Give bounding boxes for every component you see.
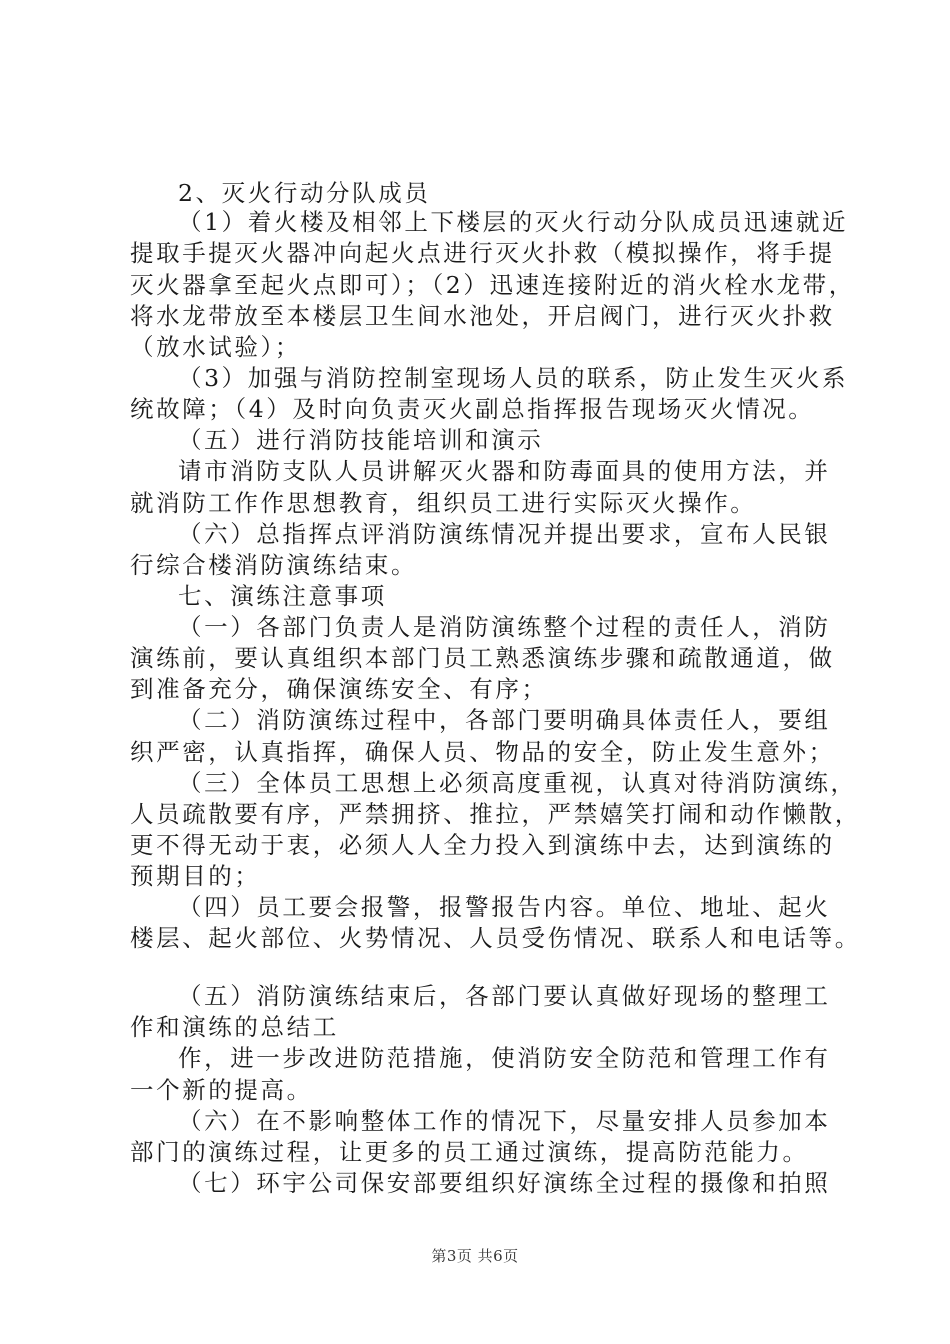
body-text-line: 行综合楼消防演练结束。 (130, 551, 418, 579)
body-text-line: 人员疏散要有序，严禁拥挤、推拉，严禁嬉笑打闹和动作懒散， (130, 800, 861, 828)
body-text-line: （五）消防演练结束后，各部门要认真做好现场的整理工 (178, 982, 831, 1010)
body-text-line: （四）员工要会报警，报警报告内容。单位、地址、起火 (178, 893, 831, 921)
body-text-line: 请市消防支队人员讲解灭火器和防毒面具的使用方法，并 (178, 457, 831, 485)
body-text-line: 作，进一步改进防范措施，使消防安全防范和管理工作有 (178, 1044, 831, 1072)
body-text-line: （3）加强与消防控制室现场人员的联系，防止发生灭火系 (178, 364, 849, 392)
body-text-line: 演练前，要认真组织本部门员工熟悉演练步骤和疏散通道，做 (130, 644, 835, 672)
body-text-line: （二）消防演练过程中，各部门要明确具体责任人，要组 (178, 706, 831, 734)
body-text-line: 织严密，认真指挥，确保人员、物品的安全，防止发生意外； (130, 738, 835, 766)
body-text-line: 提取手提灭火器冲向起火点进行灭火扑救（模拟操作，将手提 (130, 239, 835, 267)
body-text-line: 部门的演练过程，让更多的员工通过演练，提高防范能力。 (130, 1138, 809, 1166)
body-text-line: （一）各部门负责人是消防演练整个过程的责任人，消防 (178, 613, 831, 641)
body-text-line: 灭火器拿至起火点即可）；（2）迅速连接附近的消火栓水龙带， (130, 271, 855, 299)
body-text-line: （五）进行消防技能培训和演示 (178, 426, 544, 454)
body-text-line: 2、灭火行动分队成员 (178, 179, 431, 207)
body-text-line: 就消防工作作思想教育，组织员工进行实际灭火操作。 (130, 489, 757, 517)
body-text-line: （放水试验）； (130, 333, 301, 361)
section-heading: 七、演练注意事项 (178, 582, 387, 610)
body-text-line: 预期目的； (130, 862, 261, 890)
body-text-line: （三）全体员工思想上必须高度重视，认真对待消防演练， (178, 769, 857, 797)
body-text-line: 统故障；（4）及时向负责灭火副总指挥报告现场灭火情况。 (130, 395, 815, 423)
body-text-line: 作和演练的总结工 (130, 1013, 339, 1041)
body-text-line: 到准备充分，确保演练安全、有序； (130, 675, 548, 703)
body-text-line: 将水龙带放至本楼层卫生间水池处，开启阀门，进行灭火扑救 (130, 302, 835, 330)
body-text-line: 楼层、起火部位、火势情况、人员受伤情况、联系人和电话等。 (130, 924, 861, 952)
body-text-line: （六）总指挥点评消防演练情况并提出要求，宣布人民银 (178, 520, 831, 548)
body-text-line: 一个新的提高。 (130, 1076, 313, 1104)
body-text-line: （1）着火楼及相邻上下楼层的灭火行动分队成员迅速就近 (178, 208, 849, 236)
body-text-line: （七）环宇公司保安部要组织好演练全过程的摄像和拍照 (178, 1169, 831, 1197)
body-text-line: 更不得无动于衷，必须人人全力投入到演练中去，达到演练的 (130, 831, 835, 859)
body-text-line: （六）在不影响整体工作的情况下，尽量安排人员参加本 (178, 1107, 831, 1135)
page-number: 第3页 共6页 (431, 1247, 519, 1265)
